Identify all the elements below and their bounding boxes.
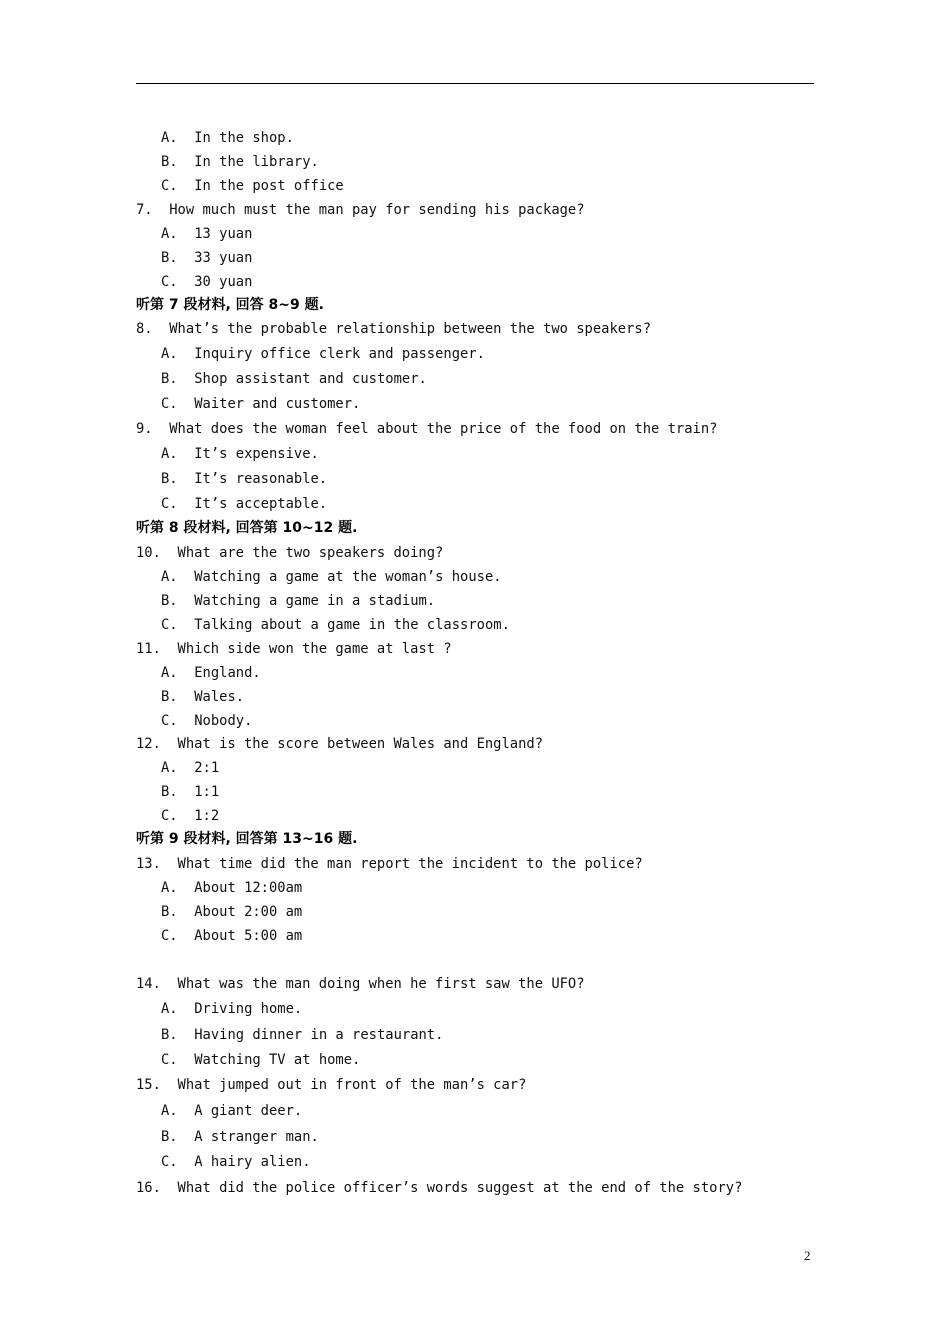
section-heading-7: 听第 7 段材料, 回答 8~9 题. (136, 297, 324, 313)
option-11b: B. Wales. (161, 689, 245, 705)
question-10: 10. What are the two speakers doing? (136, 545, 444, 561)
option-9c: C. It’s acceptable. (161, 496, 328, 512)
header-rule (136, 83, 814, 84)
option-14b: B. Having dinner in a restaurant. (161, 1027, 444, 1043)
option-15b: B. A stranger man. (161, 1129, 319, 1145)
option-6b: B. In the library. (161, 154, 319, 170)
option-11a: A. England. (161, 665, 261, 681)
section-heading-8: 听第 8 段材料, 回答第 10~12 题. (136, 520, 358, 536)
option-12b: B. 1:1 (161, 784, 220, 800)
question-14: 14. What was the man doing when he first saw the UFO? (136, 976, 585, 992)
option-7c: C. 30 yuan (161, 274, 253, 290)
option-14a: A. Driving home. (161, 1001, 303, 1017)
question-13: 13. What time did the man report the incident to the police? (136, 856, 643, 872)
option-12a: A. 2:1 (161, 760, 220, 776)
option-10c: C. Talking about a game in the classroom. (161, 617, 510, 633)
option-8c: C. Waiter and customer. (161, 396, 361, 412)
page-number: 2 (804, 1248, 811, 1263)
option-7b: B. 33 yuan (161, 250, 253, 266)
option-8b: B. Shop assistant and customer. (161, 371, 427, 387)
option-13c: C. About 5:00 am (161, 928, 303, 944)
option-10b: B. Watching a game in a stadium. (161, 593, 436, 609)
section-heading-9: 听第 9 段材料, 回答第 13~16 题. (136, 831, 358, 847)
option-7a: A. 13 yuan (161, 226, 253, 242)
option-9b: B. It’s reasonable. (161, 471, 328, 487)
option-6c: C. In the post office (161, 178, 344, 194)
question-7: 7. How much must the man pay for sending his package? (136, 202, 585, 218)
option-15a: A. A giant deer. (161, 1103, 303, 1119)
option-10a: A. Watching a game at the woman’s house. (161, 569, 502, 585)
question-15: 15. What jumped out in front of the man’s car? (136, 1077, 527, 1093)
option-13a: A. About 12:00am (161, 880, 303, 896)
option-6a: A. In the shop. (161, 130, 294, 146)
question-8: 8. What’s the probable relationship between the two speakers? (136, 321, 651, 337)
question-11: 11. Which side won the game at last ? (136, 641, 452, 657)
option-12c: C. 1:2 (161, 808, 220, 824)
option-15c: C. A hairy alien. (161, 1154, 311, 1170)
option-14c: C. Watching TV at home. (161, 1052, 361, 1068)
question-9: 9. What does the woman feel about the price of the food on the train? (136, 421, 718, 437)
option-13b: B. About 2:00 am (161, 904, 303, 920)
option-11c: C. Nobody. (161, 713, 253, 729)
option-8a: A. Inquiry office clerk and passenger. (161, 346, 485, 362)
question-12: 12. What is the score between Wales and England? (136, 736, 544, 752)
question-16: 16. What did the police officer’s words suggest at the end of the story? (136, 1180, 743, 1196)
option-9a: A. It’s expensive. (161, 446, 319, 462)
